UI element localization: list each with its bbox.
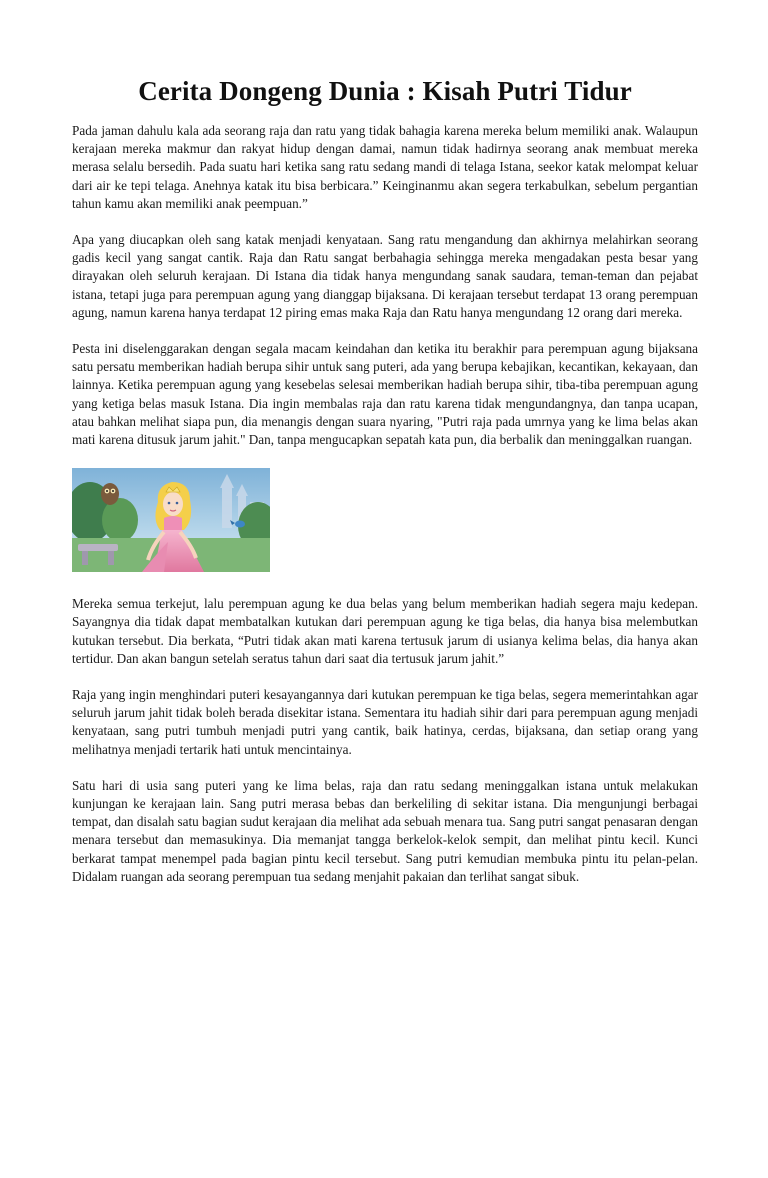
story-title: Cerita Dongeng Dunia : Kisah Putri Tidur <box>138 76 632 106</box>
princess-face <box>163 492 183 516</box>
paragraph-5: Raja yang ingin menghindari puteri kesayangannya dari kutukan perempuan ke tiga belas, segera memerintahkan agar seluruh jarum jahit tidak boleh berada disekitar istana. Sementara itu hadiah sihir dari para perempuan agung menjadi kenyataan, sang putri tumbuh menjadi putri yang cantik, baik hatinya, cerdas, bijaksana, dan setiap orang yang melihatnya menjadi tertarik hati untuk mencintainya. <box>72 687 698 757</box>
document-page <box>72 0 698 886</box>
owl <box>101 483 119 505</box>
paragraph-4: Mereka semua terkejut, lalu perempuan agung ke dua belas yang belum memberikan hadiah segera maju kedepan. Sayangnya dia tidak dapat membatalkan kutukan dari perempuan agung ke tiga belas, dia hanya bisa melembutkan kutukan tersebut. Dia berkata, “Putri tidak akan mati karena tertusuk jarum di usianya kelima belas, dia hanya akan tertidur. Dan akan bangun setelah seratus tahun dari saat dia tertusuk jarum jahit.” <box>72 596 698 666</box>
princess-illustration <box>72 468 270 572</box>
paragraph-6: Satu hari di usia sang puteri yang ke lima belas, raja dan ratu sedang meninggalkan istana untuk melakukan kunjungan ke kerajaan lain. Sang putri merasa bebas dan berkeliling di sekitar istana. Dia mengunjungi berbagai tempat, dan disalah satu bagian sudut kerajaan dia melihat ada sebuah menara tua. Sang putri sangat penasaran dengan menara tersebut dan memasukinya. Dia memanjat tangga berkelok-kelok sempit, dan melihat pintu kecil. Kunci berkarat tampat menempel pada bagian pintu kecil tersebut. Sang putri kemudian membuka pintu itu pelan-pelan. Didalam ruangan ada seorang perempuan tua sedang menjahit pakaian dan terlihat sangat sibuk. <box>72 777 698 884</box>
paragraph-3: Pesta ini diselenggarakan dengan segala macam keindahan dan ketika itu berakhir para perempuan agung bijaksana satu persatu memberikan hadiah berupa sihir untuk sang puteri, ada yang berupa kebajikan, kecantikan, kekayaan, dan lainnya. Ketika perempuan agung yang kesebelas selesai memberikan hadiah berupa sihir, tiba-tiba perempuan agung yang ketiga belas masuk Istana. Dia ingin membalas raja dan ratu karena tidak mengundangnya, dan tanpa ucapan, atau bahkan melihat siapa pun, dia menangis dengan suara nyaring, "Putri raja pada umrnya yang ke lima belas akan mati karena ditusuk jarum jahit." Dan, tanpa mengucapkan sepatah kata pun, dia berbalik dan meninggalkan ruangan. <box>72 341 698 448</box>
paragraph-1: Pada jaman dahulu kala ada seorang raja dan ratu yang tidak bahagia karena mereka belum memiliki anak. Walaupun kerajaan mereka makmur dan rakyat hidup dengan damai, namun tidak hadirnya seorang anak membuat mereka merasa selalu bersedih. Pada suatu hari ketika sang ratu sedang mandi di telaga Istana, seekor katak melompat keluar dari air ke tepi telaga. Anehnya katak itu bisa berbicara.” Keinginanmu akan segera terkabulkan, sebelum pergantian tahun kamu akan memiliki anak peempuan.” <box>72 123 698 211</box>
paragraph-2: Apa yang diucapkan oleh sang katak menjadi kenyataan. Sang ratu mengandung dan akhirnya melahirkan seorang gadis kecil yang sangat cantik. Raja dan Ratu sangat berbahagia sehingga mereka mengadakan pesta besar yang dirayakan oleh seluruh kerajaan. Di Istana dia tidak hanya mengundang sanak saudara, teman-teman dan pejabat istana, tetapi juga para perempuan agung yang dianggap bijaksana. Di kerajaan tersebut terdapat 13 orang perempuan agung, namun karena hanya terdapat 12 piring emas maka Raja dan Ratu hanya mengundang 12 orang dari mereka. <box>72 232 698 320</box>
